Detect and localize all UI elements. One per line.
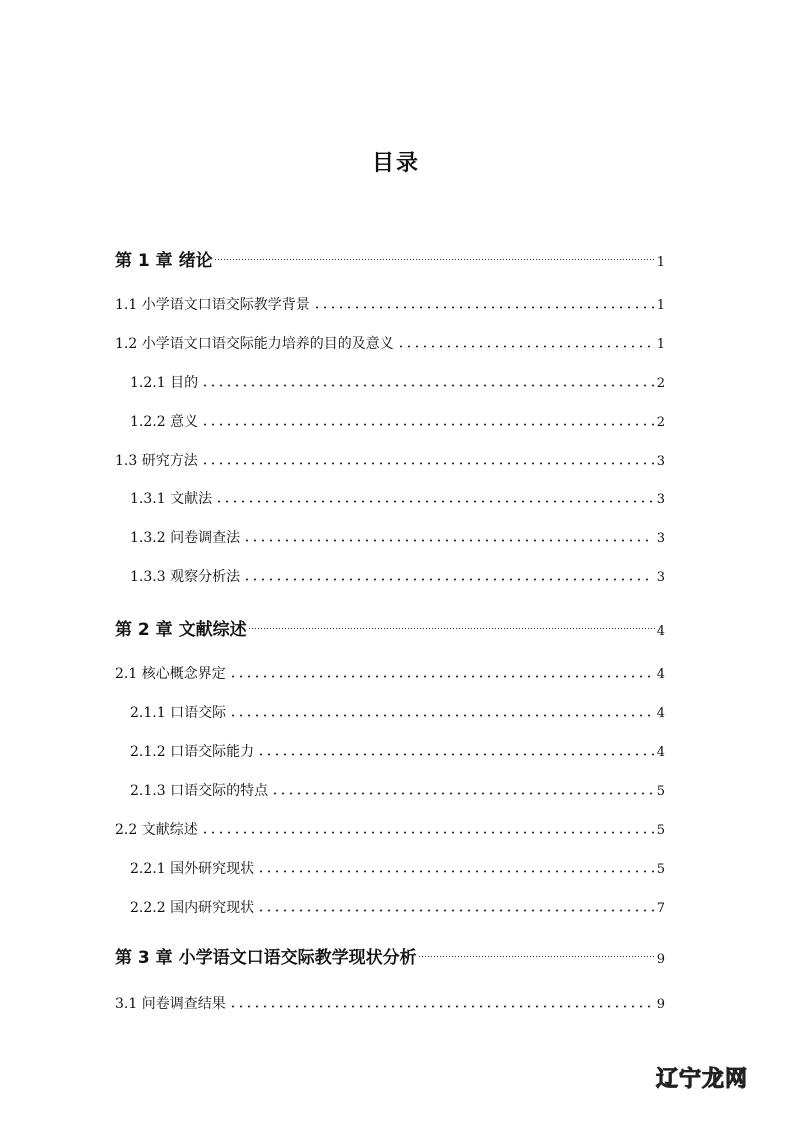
dot-leader [229, 714, 654, 717]
dot-leader [201, 423, 654, 426]
dot-leader [201, 384, 654, 387]
toc-chapter-entry[interactable] [115, 943, 665, 968]
dot-leader [397, 345, 654, 348]
dot-leader [257, 909, 654, 912]
toc-entry-label: 1.2 小学语文口语交际能力培养的目的及意义 [115, 336, 394, 352]
toc-entry-label: 第 3 章 小学语文口语交际教学现状分析 [115, 948, 417, 968]
toc-entry-label: 1.2.1 目的 [130, 375, 199, 391]
toc-entry-label: 1.3.2 问卷调查法 [130, 530, 241, 546]
toc-entry-label: 3.1 问卷调查结果 [115, 996, 226, 1012]
toc-page-number: 2 [656, 376, 665, 391]
toc-chapter-entry[interactable] [115, 246, 665, 271]
toc-page-number: 4 [656, 745, 665, 760]
dot-leader [257, 753, 654, 756]
dot-leader [229, 1005, 654, 1008]
toc-page-number: 4 [656, 624, 665, 639]
dot-leader [201, 831, 654, 834]
toc-entry[interactable] [130, 411, 665, 431]
dot-leader [229, 675, 654, 678]
dot-leader [243, 578, 654, 581]
dot-leader [271, 792, 654, 795]
toc-entry-label: 1.1 小学语文口语交际教学背景 [115, 297, 310, 313]
toc-page-number: 3 [656, 570, 665, 585]
toc-entry-label: 2.2 文献综述 [115, 822, 198, 838]
toc-page-number: 1 [656, 337, 665, 352]
toc-page-number: 4 [656, 706, 665, 721]
toc-entry-label: 2.2.2 国内研究现状 [130, 900, 255, 916]
toc-entry-label: 1.2.2 意义 [130, 414, 199, 430]
toc-entry[interactable] [115, 663, 665, 683]
dot-leader [313, 306, 654, 309]
toc-page-number: 9 [656, 997, 665, 1012]
dot-leader [215, 500, 654, 503]
toc-page-number: 5 [656, 823, 665, 838]
toc-entry[interactable] [130, 527, 665, 547]
toc-page-number: 9 [656, 952, 665, 967]
toc-entry-label: 2.1.3 口语交际的特点 [130, 783, 269, 799]
toc-entry[interactable] [130, 702, 665, 722]
toc-entry-label: 2.1.1 口语交际 [130, 705, 227, 721]
toc-entry[interactable] [130, 897, 665, 917]
toc-page-number: 3 [656, 531, 665, 546]
toc-entry[interactable] [115, 294, 665, 314]
toc-page-number: 3 [656, 454, 665, 469]
watermark-logo [656, 1062, 748, 1093]
toc-page-number: 4 [656, 667, 665, 682]
toc-entry[interactable] [115, 450, 665, 470]
toc-entry-label: 2.2.1 国外研究现状 [130, 861, 255, 877]
dot-leader [257, 870, 654, 873]
toc-entry-label: 第 2 章 文献综述 [115, 620, 247, 640]
dot-leader [243, 539, 654, 542]
watermark-text-white: 龙网 [702, 1067, 749, 1092]
dot-leader [214, 258, 656, 261]
toc-entry-label: 第 1 章 绪论 [115, 251, 213, 271]
toc-entry-label: 2.1.2 口语交际能力 [130, 744, 255, 760]
toc-entry[interactable] [130, 488, 665, 508]
toc-page-number: 7 [656, 901, 665, 916]
dot-leader [248, 627, 656, 630]
toc-page-number: 2 [656, 415, 665, 430]
toc-entry[interactable] [130, 780, 665, 800]
toc-entry[interactable] [130, 566, 665, 586]
dot-leader [418, 955, 656, 958]
dot-leader [201, 462, 654, 465]
toc-entry[interactable] [130, 372, 665, 392]
toc-page-number: 1 [656, 255, 665, 270]
toc-page-number: 5 [656, 784, 665, 799]
toc-entry[interactable] [115, 819, 665, 839]
toc-entry[interactable] [115, 333, 665, 353]
toc-page-number: 3 [656, 492, 665, 507]
toc-entry-label: 1.3.1 文献法 [130, 491, 213, 507]
toc-entry[interactable] [130, 741, 665, 761]
toc-entry-label: 1.3.3 观察分析法 [130, 569, 241, 585]
toc-page-number: 5 [656, 862, 665, 877]
toc-chapter-entry[interactable] [115, 615, 665, 640]
toc-page-number: 1 [656, 298, 665, 313]
toc-entry-label: 2.1 核心概念界定 [115, 666, 226, 682]
toc-entry[interactable] [130, 858, 665, 878]
toc-entry[interactable] [115, 993, 665, 1013]
toc-entry-label: 1.3 研究方法 [115, 453, 198, 469]
toc-title: 目录 [371, 151, 420, 176]
watermark-text-red: 辽宁 [656, 1067, 703, 1092]
